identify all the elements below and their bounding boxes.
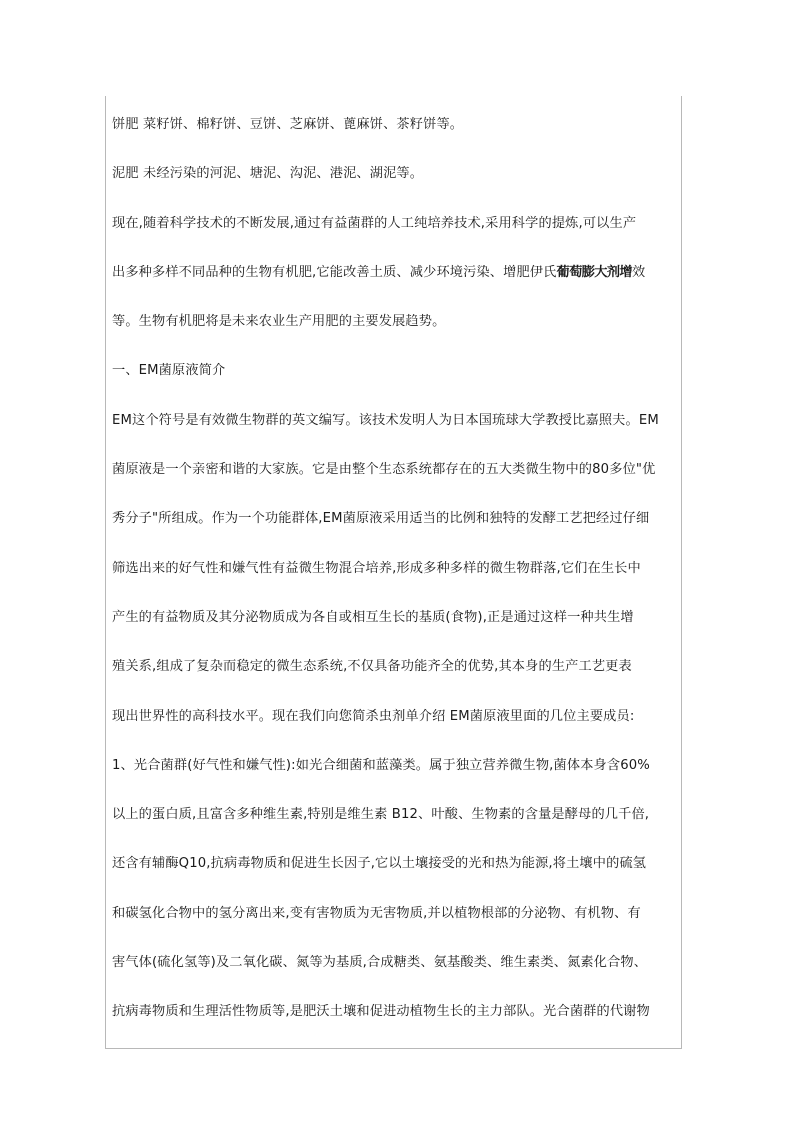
text-line: 饼肥 菜籽饼、棉籽饼、豆饼、芝麻饼、蓖麻饼、茶籽饼等。 — [112, 117, 464, 132]
text-segment: 效 — [632, 264, 646, 280]
section-heading: 一、EM菌原液简介 — [112, 363, 226, 379]
text-line: 抗病毒物质和生理活性物质等,是肥沃土壤和促进动植物生长的主力部队。光合菌群的代谢物 — [112, 1004, 650, 1020]
text-line: 等。生物有机肥将是未来农业生产用肥的主要发展趋势。 — [112, 314, 446, 330]
text-line: 以上的蛋白质,且富含多种维生素,特别是维生素 B12、叶酸、生物素的含量是酵母的几千倍, — [112, 807, 650, 823]
text-line: 现出世界性的高科技水平。现在我们向您简杀虫剂单介绍 EM菌原液里面的几位主要成员: — [112, 708, 635, 724]
text-line-with-bold — [112, 252, 676, 301]
text-line: 现在,随着科学技术的不断发展,通过有益菌群的人工纯培养技术,采用科学的提炼,可以生产 — [112, 215, 637, 231]
text-segment: 出多种多样不同品种的生物有机肥,它能改善土质、减少环境污染、增肥伊氏 — [112, 264, 557, 280]
text-line: 殖关系,组成了复杂而稳定的微生态系统,不仅具备功能齐全的优势,其本身的生产工艺更表 — [112, 659, 632, 675]
text-line: 1、光合菌群(好气性和嫌气性):如光合细菌和蓝藻类。属于独立营养微生物,菌体本身含60% — [112, 757, 650, 773]
text-line: 和碳氢化合物中的氢分离出来,变有害物质为无害物质,并以植物根部的分泌物、有机物、有 — [112, 905, 641, 921]
document-body — [112, 104, 676, 1041]
text-line: 泥肥 未经污染的河泥、塘泥、沟泥、港泥、湖泥等。 — [112, 166, 424, 182]
text-line: 还含有辅酶Q10,抗病毒物质和促进生长因子,它以土壤接受的光和热为能源,将土壤中的硫氢 — [112, 856, 647, 872]
text-line: 害气体(硫化氢等)及二氧化碳、氮等为基质,合成糖类、氨基酸类、维生素类、氮素化合物、 — [112, 955, 648, 971]
text-line: 产生的有益物质及其分泌物质成为各自或相互生长的基质(食物),正是通过这样一种共生增 — [112, 609, 634, 625]
text-line: 秀分子"所组成。作为一个功能群体,EM菌原液采用适当的比例和独特的发酵工艺把经过仔细 — [112, 511, 650, 527]
text-line: 筛选出来的好气性和嫌气性有益微生物混合培养,形成多种多样的微生物群落,它们在生长中 — [112, 560, 641, 576]
text-line: EM这个符号是有效微生物群的英文编写。该技术发明人为日本国琉球大学教授比嘉照夫。EM — [112, 412, 659, 428]
bold-keyword: 葡萄膨大剂增 — [556, 264, 633, 280]
text-line: 菌原液是一个亲密和谐的大家族。它是由整个生态系统都存在的五大类微生物中的80多位"优 — [112, 462, 656, 478]
